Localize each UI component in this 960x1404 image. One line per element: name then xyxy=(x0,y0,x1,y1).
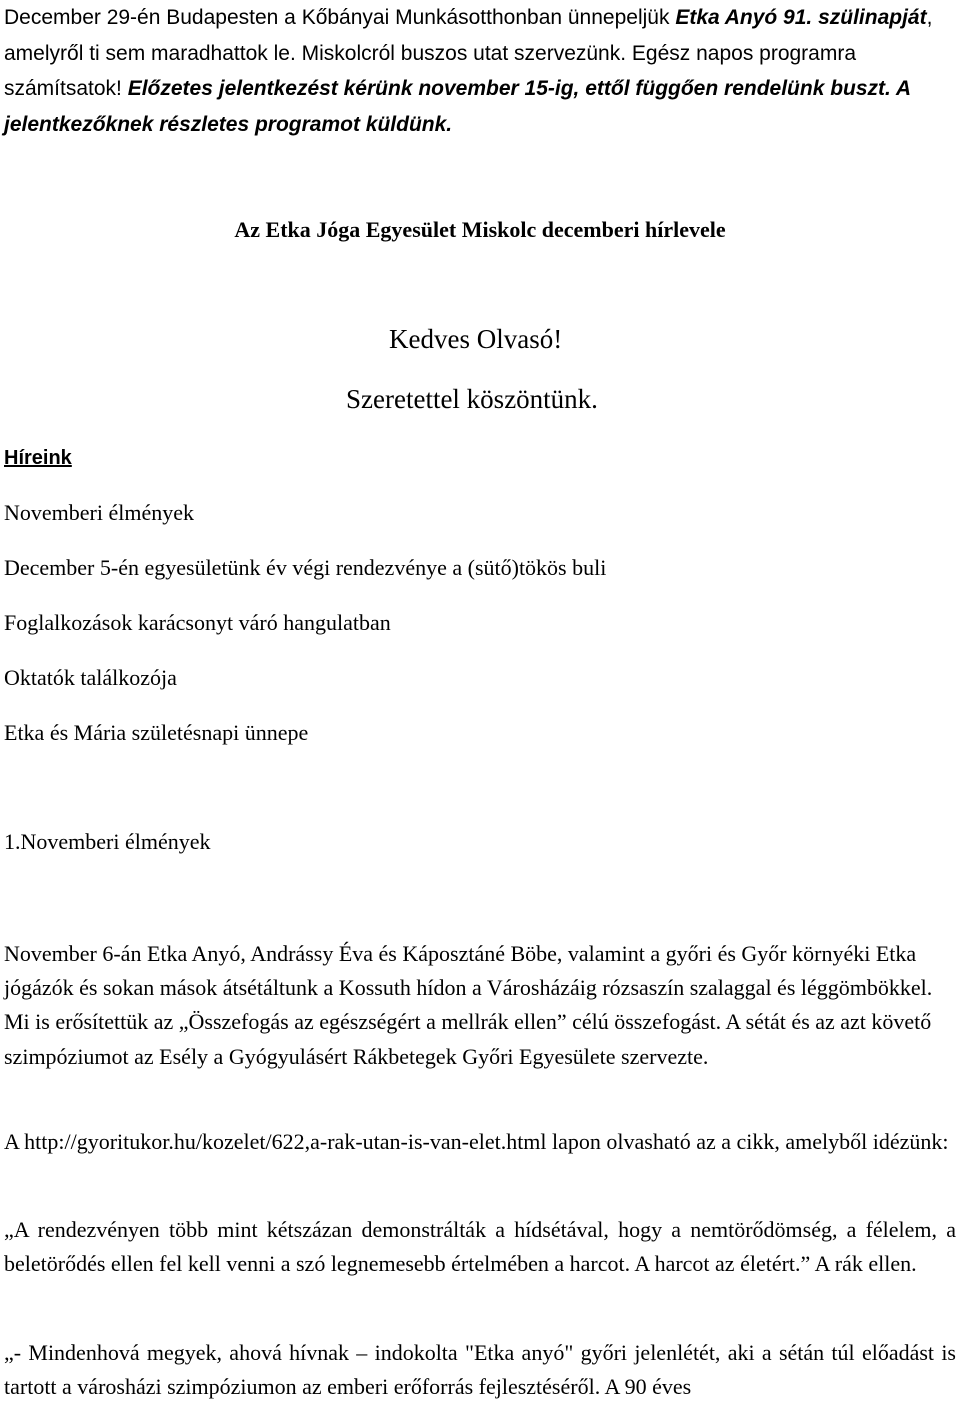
toc-item: Etka és Mária születésnapi ünnepe xyxy=(4,720,309,745)
intro-emphasis-1: Etka Anyó 91. szülinapját xyxy=(675,6,927,29)
article-reference: A http://gyoritukor.hu/kozelet/622,a-rak-utan-is-van-elet.html lapon olvasható az a cikk, amelyből idézünk: xyxy=(4,1129,949,1154)
news-heading: Híreink xyxy=(4,447,72,469)
toc-item: Oktatók találkozója xyxy=(4,665,177,690)
section-heading: 1.Novemberi élmények xyxy=(4,829,211,854)
toc-item: Foglalkozások karácsonyt váró hangulatban xyxy=(4,610,391,635)
section-paragraph: November 6-án Etka Anyó, Andrássy Éva és Káposztáné Böbe, valamint a győri és Győr környéki Etka jógázók és sokan mások átsétáltunk a Kossuth hídon a Városházáig rózsaszín szalaggal és léggömbökkel. Mi is erősítettük az „Összefogás az egészségért a mellrák ellen” célú összefogást. A sétát és az azt követő szimpóziumot az Esély a Gyógyulásért Rákbetegek Győri Egyesülete szervezte. xyxy=(4,941,933,1069)
quote-paragraph: „A rendezvényen több mint kétszázan demonstrálták a hídsétával, hogy a nemtörődömség, a félelem, a beletörődés ellen fel kell venni a szó legnemesebb értelmében a harcot. A harcot az életért.” A rák ellen. xyxy=(4,1217,956,1277)
greeting-line-2: Szeretettel köszöntünk. xyxy=(346,384,598,414)
toc-item: Novemberi élmények xyxy=(4,500,194,525)
intro-text-1: December 29-én Budapesten a Kőbányai Munkásotthonban ünnepeljük xyxy=(4,6,676,29)
intro-text-2: , amelyről ti sem maradhattok le. Miskolcról buszos utat szervezünk. Egész napos programra számítsatok! xyxy=(4,6,933,100)
intro-paragraph xyxy=(4,0,954,142)
greeting-line-1: Kedves Olvasó! xyxy=(389,324,563,354)
toc-item: December 5-én egyesületünk év végi rendezvénye a (sütő)tökös buli xyxy=(4,555,607,580)
intro-emphasis-2: Előzetes jelentkezést kérünk november 15-ig, ettől függően rendelünk buszt. A jelentkezőknek részletes programot küldünk. xyxy=(4,77,911,136)
newsletter-title: Az Etka Jóga Egyesület Miskolc decemberi hírlevele xyxy=(234,217,726,242)
quote-paragraph: „- Mindenhová megyek, ahová hívnak – indokolta "Etka anyó" győri jelenlétét, aki a sétán túl előadást is tartott a városházi szimpóziumon az emberi erőforrás fejlesztéséről. A 90 éves xyxy=(4,1340,956,1400)
